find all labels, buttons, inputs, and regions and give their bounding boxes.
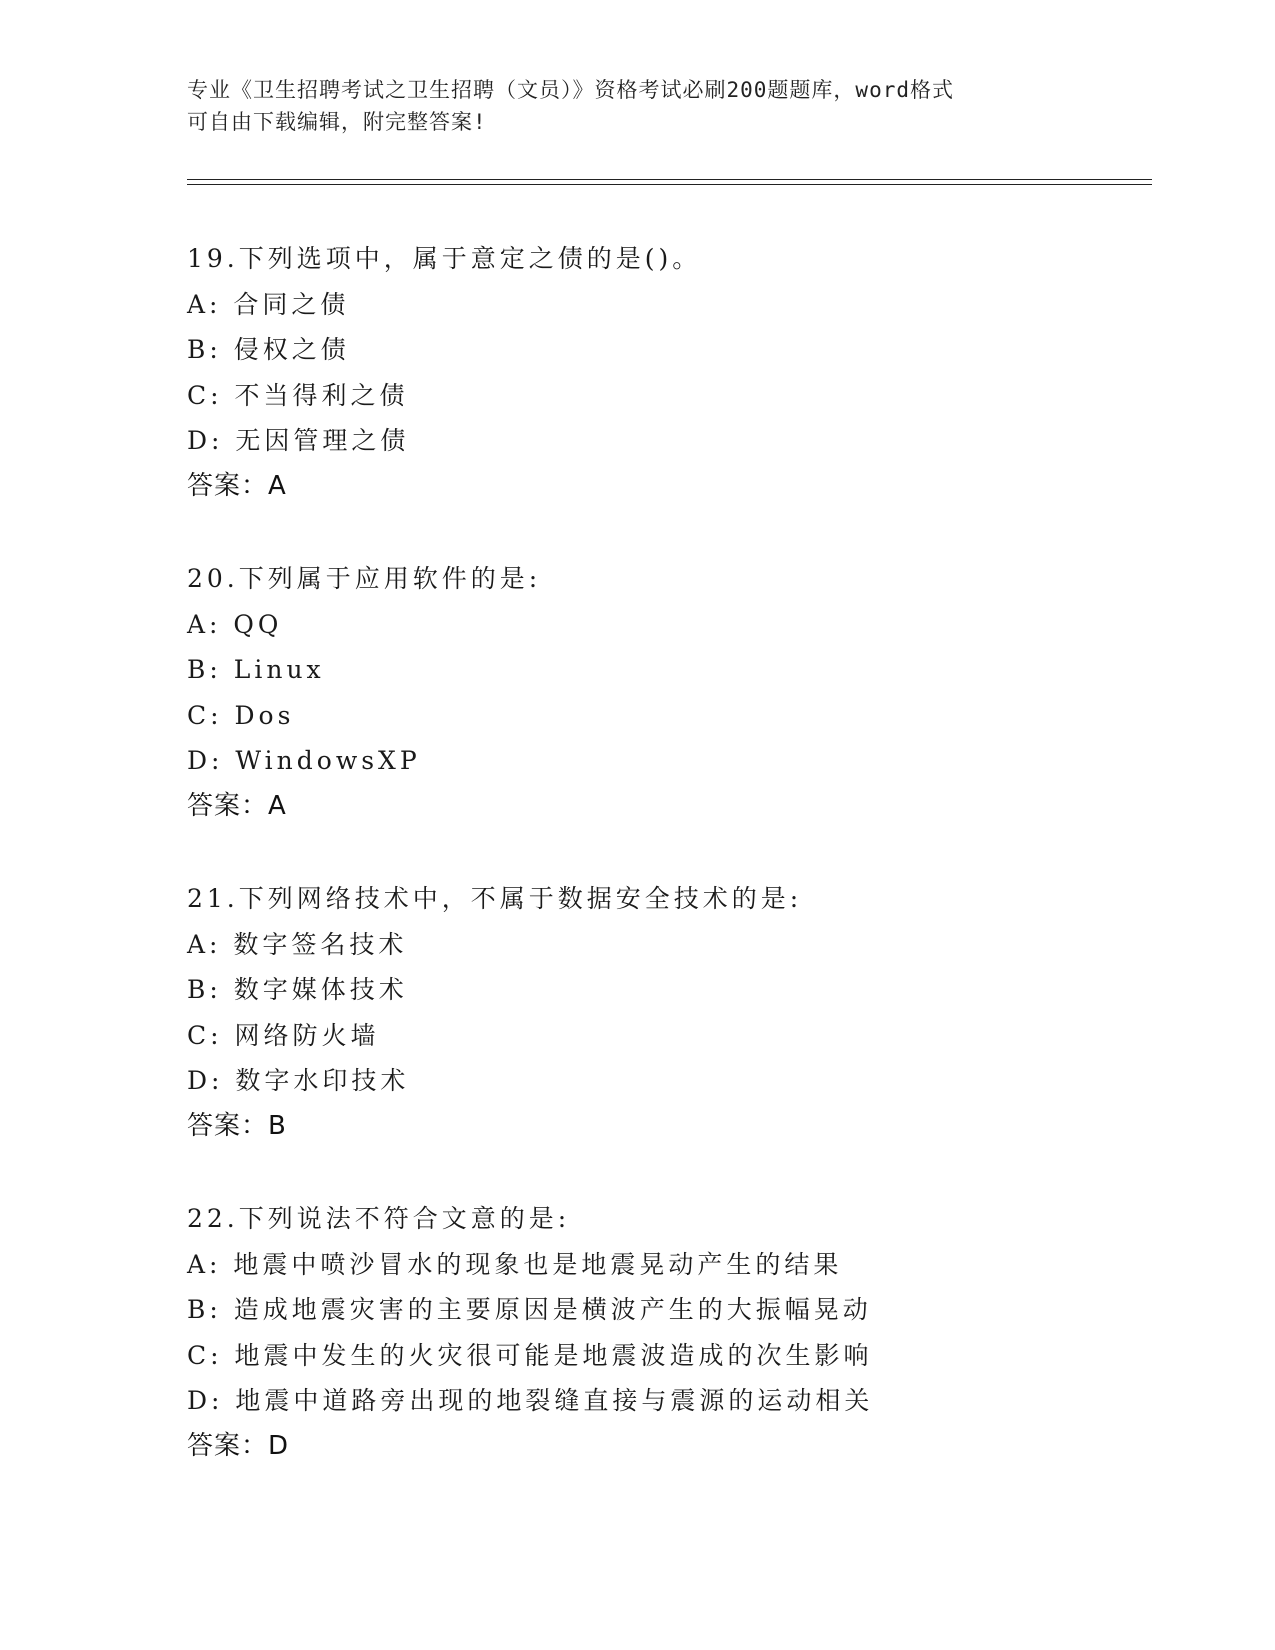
option-d: D: 数字水印技术 <box>187 1066 410 1095</box>
option-d: D: 地震中道路旁出现的地裂缝直接与震源的运动相关 <box>187 1386 874 1415</box>
option-b: B: 侵权之债 <box>187 335 350 364</box>
option-a: A: 地震中喷沙冒水的现象也是地震晃动产生的结果 <box>187 1249 843 1279</box>
question-stem: 22.下列说法不符合文意的是: <box>187 1204 571 1233</box>
option-d: D: 无因管理之债 <box>187 426 410 455</box>
question-19 <box>187 236 1147 509</box>
answer: 答案：A <box>187 470 287 501</box>
question-stem: 21.下列网络技术中，不属于数据安全技术的是: <box>187 884 803 913</box>
question-22 <box>187 1196 1147 1469</box>
question-21 <box>187 876 1147 1149</box>
option-b: B: Linux <box>187 655 325 684</box>
option-c: C: Dos <box>187 700 295 730</box>
answer: 答案：A <box>187 790 287 821</box>
option-d: D: WindowsXP <box>187 746 421 775</box>
header-line-1: 专业《卫生招聘考试之卫生招聘（文员）》资格考试必刷200题题库，word格式 <box>187 78 954 102</box>
answer: 答案：B <box>187 1110 287 1141</box>
answer: 答案：D <box>187 1430 290 1461</box>
option-c: C: 地震中发生的火灾很可能是地震波造成的次生影响 <box>187 1340 873 1370</box>
document-header <box>187 74 1087 138</box>
header-divider-top <box>187 179 1152 180</box>
question-20 <box>187 556 1147 829</box>
option-a: A: 数字签名技术 <box>187 929 408 959</box>
header-divider-bottom <box>187 184 1152 185</box>
header-line-2: 可自由下载编辑，附完整答案! <box>187 110 487 134</box>
option-b: B: 造成地震灾害的主要原因是横波产生的大振幅晃动 <box>187 1295 872 1324</box>
option-c: C: 不当得利之债 <box>187 380 409 410</box>
option-a: A: 合同之债 <box>187 289 350 319</box>
question-stem: 20.下列属于应用软件的是: <box>187 564 542 593</box>
question-stem: 19.下列选项中，属于意定之债的是()。 <box>187 244 702 273</box>
option-b: B: 数字媒体技术 <box>187 975 408 1004</box>
option-a: A: QQ <box>187 609 283 639</box>
option-c: C: 网络防火墙 <box>187 1020 380 1050</box>
